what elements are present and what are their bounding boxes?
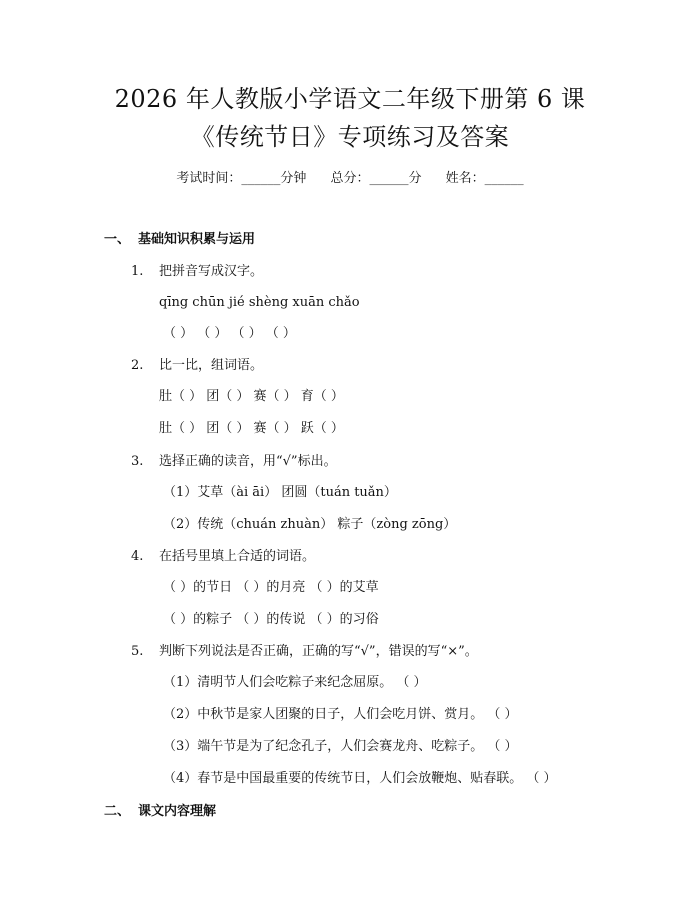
question-2-row-1: 肚（ ） 团（ ） 赛（ ） 育（ ）	[159, 389, 344, 404]
section-1-heading	[104, 231, 255, 249]
question-4-number: 4.	[131, 549, 144, 564]
question-3	[131, 453, 337, 471]
question-4-row-2: （ ）的粽子 （ ）的传说 （ ）的习俗	[163, 612, 379, 627]
exam-time-field: 考试时间：______分钟	[176, 171, 307, 186]
question-2	[131, 357, 263, 375]
page-title-line2: 《传统节日》专项练习及答案	[190, 123, 510, 151]
question-4	[131, 548, 315, 566]
question-5-number: 5.	[131, 644, 144, 659]
section-1-title: 基础知识积累与运用	[138, 232, 256, 247]
question-2-row-2: 肚（ ） 团（ ） 赛（ ） 跃（ ）	[159, 421, 344, 436]
total-score-field: 总分：______分	[330, 171, 422, 186]
question-4-row-1: （ ）的节日 （ ）的月亮 （ ）的艾草	[163, 580, 379, 595]
student-name-field: 姓名：______	[445, 171, 524, 186]
question-5-item-3: （3）端午节是为了纪念孔子，人们会赛龙舟、吃粽子。 （ ）	[163, 739, 518, 754]
exam-info	[0, 170, 700, 188]
question-5-item-4: （4）春节是中国最重要的传统节日，人们会放鞭炮、贴春联。 （ ）	[163, 771, 557, 786]
question-5-item-1: （1）清明节人们会吃粽子来纪念屈原。 （ ）	[163, 675, 427, 690]
question-5	[131, 643, 478, 661]
question-2-text: 比一比，组词语。	[159, 358, 264, 373]
question-3-item-2: （2）传统（chuán zhuàn） 粽子（zòng zōng）	[163, 517, 457, 532]
section-2-heading	[104, 803, 216, 821]
question-3-text: 选择正确的读音，用“√”标出。	[159, 454, 337, 469]
question-1-blanks: （ ） （ ） （ ） （ ）	[163, 326, 296, 341]
question-4-text: 在括号里填上合适的词语。	[159, 549, 316, 564]
question-1-number: 1.	[131, 264, 144, 279]
question-3-item-1: （1）艾草（ài āi） 团圆（tuán tuǎn）	[163, 485, 397, 500]
question-1-pinyin: qīng chūn jié shèng xuān chǎo	[159, 295, 360, 310]
section-1-number: 一、	[104, 232, 131, 247]
question-1	[131, 263, 263, 281]
section-2-title: 课文内容理解	[138, 804, 217, 819]
question-5-text: 判断下列说法是否正确，正确的写“√”，错误的写“×”。	[159, 644, 478, 659]
question-5-item-2: （2）中秋节是家人团聚的日子，人们会吃月饼、赏月。 （ ）	[163, 707, 518, 722]
question-2-number: 2.	[131, 358, 144, 373]
page-title-line1: 2026 年人教版小学语文二年级下册第 6 课	[114, 85, 586, 113]
section-2-number: 二、	[104, 804, 131, 819]
question-1-text: 把拼音写成汉字。	[159, 264, 264, 279]
question-3-number: 3.	[131, 454, 144, 469]
